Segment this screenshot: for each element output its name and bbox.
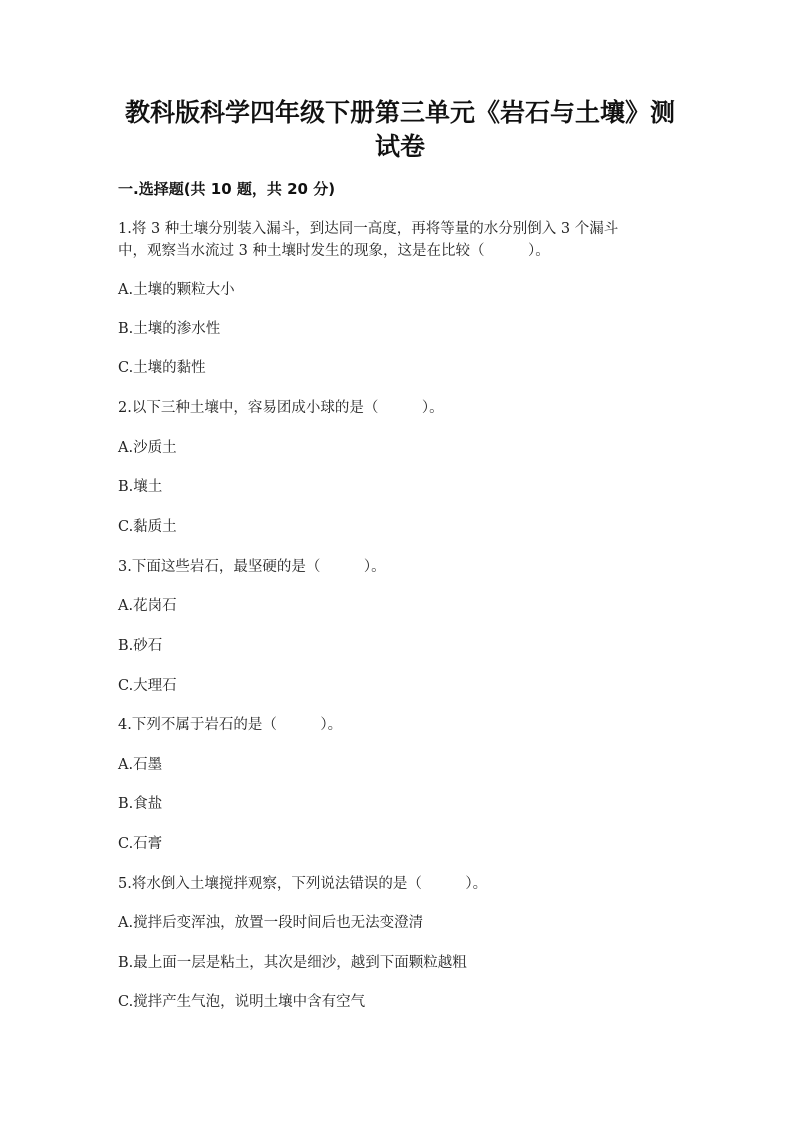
question-5-option-b: B.最上面一层是粘土，其次是细沙，越到下面颗粒越粗 [118,955,467,971]
question-4-option-a: A.石墨 [118,757,163,773]
question-2-option-a: A.沙质土 [118,440,177,456]
question-1-stem-line-1: 1.将 3 种土壤分别装入漏斗，到达同一高度，再将等量的水分别倒入 3 个漏斗 [118,221,619,237]
section-heading: 一.选择题(共 10 题，共 20 分) [118,180,336,198]
question-3-option-b: B.砂石 [118,638,163,654]
question-5-stem: 5.将水倒入土壤搅拌观察，下列说法错误的是（ ）。 [118,876,488,892]
question-2-option-b: B.壤土 [118,479,163,495]
question-5-option-a: A.搅拌后变浑浊，放置一段时间后也无法变澄清 [118,915,424,931]
title-line-1: 教科版科学四年级下册第三单元《岩石与土壤》测 [124,98,675,127]
question-3-stem: 3.下面这些岩石，最坚硬的是（ ）。 [118,559,386,575]
question-4-option-b: B.食盐 [118,796,163,812]
question-1-option-b: B.土壤的渗水性 [118,321,221,337]
question-1-option-c: C.土壤的黏性 [118,360,206,376]
question-1-stem-line-2: 中，观察当水流过 3 种土壤时发生的现象，这是在比较（ ）。 [118,243,550,259]
question-4-option-c: C.石膏 [118,836,163,852]
question-2-stem: 2.以下三种土壤中，容易团成小球的是（ ）。 [118,400,444,416]
question-5-option-c: C.搅拌产生气泡，说明土壤中含有空气 [118,994,366,1010]
title-line-2: 试卷 [374,132,425,161]
question-4-stem: 4.下列不属于岩石的是（ ）。 [118,717,343,733]
question-2-option-c: C.黏质土 [118,519,177,535]
question-1-option-a: A.土壤的颗粒大小 [118,282,235,298]
question-3-option-a: A.花岗石 [118,598,177,614]
question-3-option-c: C.大理石 [118,678,177,694]
document-title [120,96,680,164]
